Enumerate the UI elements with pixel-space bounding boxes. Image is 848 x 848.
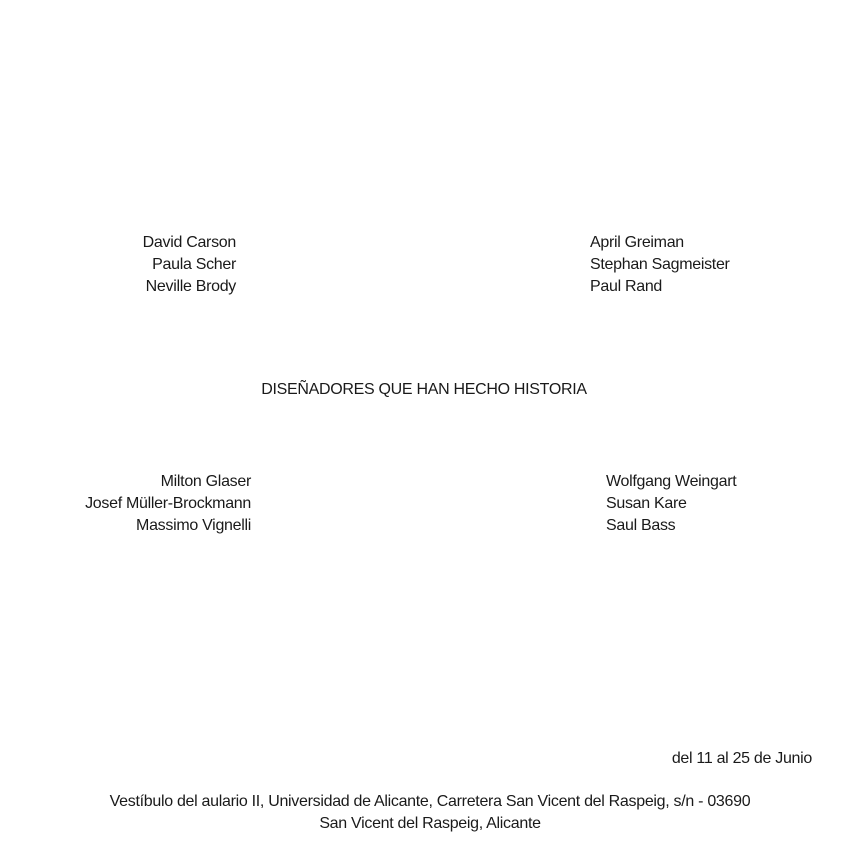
designer-name: Josef Müller-Brockmann — [85, 495, 251, 512]
designer-name: Paula Scher — [152, 256, 236, 273]
designer-group-top-right — [590, 232, 730, 298]
designer-name: Wolfgang Weingart — [606, 473, 737, 490]
designer-name: Milton Glaser — [160, 473, 251, 490]
designer-group-top-left — [143, 232, 236, 298]
designer-name: David Carson — [142, 234, 236, 251]
designer-name: Stephan Sagmeister — [590, 256, 730, 273]
designer-name: April Greiman — [590, 234, 684, 251]
poster-title: DISEÑADORES QUE HAN HECHO HISTORIA — [261, 381, 587, 398]
designer-name: Susan Kare — [606, 495, 687, 512]
venue-line-1: Vestíbulo del aulario II, Universidad de Alicante, Carretera San Vicent del Raspeig, s/n - 03690 — [109, 793, 751, 810]
designer-name: Paul Rand — [590, 278, 663, 295]
designer-group-bottom-right — [606, 471, 736, 537]
venue-address — [0, 791, 848, 835]
designer-name: Saul Bass — [606, 517, 676, 534]
designer-name: Neville Brody — [145, 278, 236, 295]
venue-line-2: San Vicent del Raspeig, Alicante — [319, 815, 541, 832]
event-dates: del 11 al 25 de Junio — [671, 750, 812, 767]
designer-name: Massimo Vignelli — [136, 517, 251, 534]
designer-group-bottom-left — [85, 471, 251, 537]
